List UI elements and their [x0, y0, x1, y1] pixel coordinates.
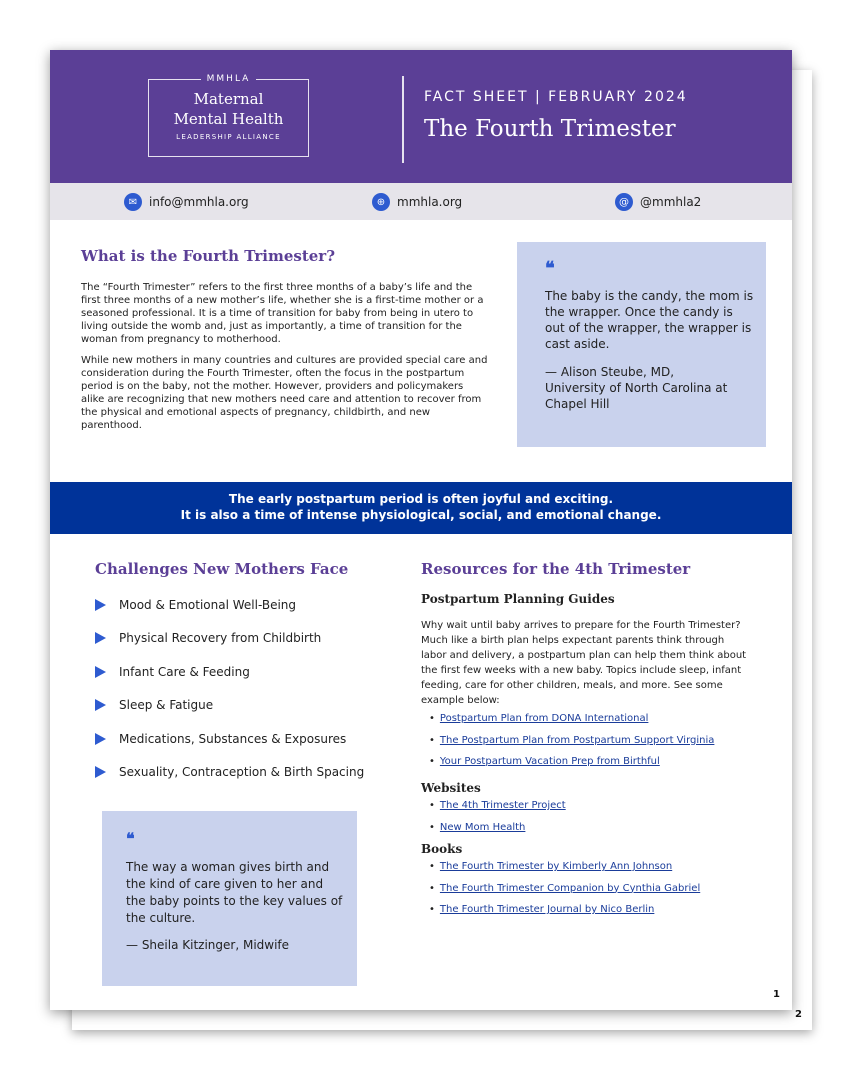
resources-heading: Resources for the 4th Trimester — [421, 560, 691, 578]
contact-bar — [50, 183, 792, 220]
quote-mark-icon: ❝ — [126, 829, 135, 848]
websites-heading: Websites — [421, 781, 481, 795]
list-item — [429, 860, 751, 874]
triangle-bullet-icon — [95, 599, 106, 611]
email-text: info@mmhla.org — [149, 195, 249, 209]
book-links — [421, 860, 751, 917]
link-dona[interactable]: Postpartum Plan from DONA International — [439, 713, 649, 724]
link-new-mom-health[interactable]: New Mom Health — [439, 821, 526, 833]
challenges-heading: Challenges New Mothers Face — [95, 560, 349, 578]
list-item: Physical Recovery from Childbirth — [95, 630, 364, 647]
list-item — [429, 755, 751, 769]
at-icon: @ — [615, 193, 633, 211]
list-item: Sleep & Fatigue — [95, 697, 364, 714]
list-item — [429, 712, 751, 726]
highlight-banner — [50, 482, 792, 534]
triangle-bullet-icon — [95, 733, 106, 745]
triangle-bullet-icon — [95, 699, 106, 711]
intro-paragraph-1: The “Fourth Trimester” refers to the first three months of a baby’s life and the first three months of a new mother’s life, whether she is a first-time mother or a seasoned professional. It is a time of transition for baby from being in utero to living outside the womb and, just as importantly, a time of transition for the woman from pregnancy to motherhood. — [81, 282, 484, 345]
front-page — [50, 50, 792, 1010]
website-text: mmhla.org — [397, 195, 463, 209]
website-links — [421, 799, 751, 835]
banner-line-2: It is also a time of intense physiological, social, and emotional change. — [180, 508, 662, 522]
page-number-front: 1 — [773, 989, 780, 1000]
planning-links — [421, 712, 751, 769]
quote-text: The baby is the candy, the mom is the wrapper. Once the candy is out of the wrapper, the wrapper is cast aside. — [545, 289, 754, 351]
list-item — [429, 882, 751, 896]
page-number-back: 2 — [795, 1009, 802, 1020]
quote-text: The way a woman gives birth and the kind of care given to her and the baby points to the key values of the culture. — [126, 860, 343, 925]
resources-column — [421, 592, 751, 925]
link-book-gabriel[interactable]: The Fourth Trimester Companion by Cynthia Gabriel — [439, 882, 701, 894]
logo-subtitle: LEADERSHIP ALLIANCE — [176, 133, 281, 141]
envelope-icon: ✉ — [124, 193, 142, 211]
quote-mark-icon: ❝ — [545, 258, 555, 279]
mmhla-logo — [148, 74, 309, 157]
list-item: Mood & Emotional Well-Being — [95, 596, 364, 613]
quote-box-steube — [517, 242, 766, 447]
quote-box-kitzinger — [102, 811, 357, 986]
quote-attribution: — Alison Steube, MD, University of North Carolina at Chapel Hill — [545, 365, 728, 411]
link-book-johnson[interactable]: The Fourth Trimester by Kimberly Ann Johnson — [439, 861, 673, 872]
link-psv[interactable]: The Postpartum Plan from Postpartum Support Virginia — [439, 734, 715, 746]
triangle-bullet-icon — [95, 666, 106, 678]
contact-social[interactable] — [615, 193, 701, 211]
list-item — [429, 799, 751, 813]
intro-body — [81, 281, 489, 432]
list-item: Sexuality, Contraception & Birth Spacing — [95, 764, 364, 781]
triangle-bullet-icon — [95, 632, 106, 644]
list-item — [429, 734, 751, 748]
logo-line-1: Maternal — [193, 90, 264, 108]
books-heading: Books — [421, 842, 463, 856]
quote-attribution: — Sheila Kitzinger, Midwife — [126, 938, 290, 952]
contact-website[interactable] — [372, 193, 462, 211]
page-title: The Fourth Trimester — [424, 116, 676, 142]
list-item: Medications, Substances & Exposures — [95, 730, 364, 747]
header — [50, 50, 792, 183]
intro-paragraph-2: While new mothers in many countries and cultures are provided special care and consideration during the Fourth Trimester, often the focus in the postpartum period is on the baby, not the mother. However, providers and policymakers alike are recognizing that new mothers need care and attention to recover from the physical and emotional aspects of pregnancy, childbirth, and new parenthood. — [81, 355, 488, 431]
list-item — [429, 903, 751, 917]
banner-line-1: The early postpartum period is often joyful and exciting. — [228, 492, 614, 506]
social-text: @mmhla2 — [640, 195, 702, 209]
contact-email[interactable] — [124, 193, 249, 211]
fact-sheet-date: FACT SHEET | FEBRUARY 2024 — [424, 89, 688, 105]
list-item: Infant Care & Feeding — [95, 663, 364, 680]
intro-heading: What is the Fourth Trimester? — [81, 247, 335, 265]
header-divider — [402, 76, 404, 163]
link-4th-trimester-project[interactable]: The 4th Trimester Project — [439, 800, 566, 811]
link-birthful[interactable]: Your Postpartum Vacation Prep from Birthful — [439, 756, 660, 767]
triangle-bullet-icon — [95, 766, 106, 778]
logo-acronym: MMHLA — [206, 74, 251, 84]
planning-guides-heading: Postpartum Planning Guides — [421, 592, 615, 606]
list-item — [429, 821, 751, 835]
link-book-berlin[interactable]: The Fourth Trimester Journal by Nico Berlin — [439, 904, 655, 915]
logo-line-2: Mental Health — [173, 110, 284, 128]
planning-guides-text: Why wait until baby arrives to prepare for the Fourth Trimester? Much like a birth plan helps expectant parents think through labor and delivery, a postpartum plan can help them think about the first few weeks with a new baby. Topics include sleep, infant feeding, care for other children, meals, and more. See some example below: — [421, 620, 747, 706]
globe-icon: ⊕ — [372, 193, 390, 211]
challenges-list — [95, 596, 364, 798]
